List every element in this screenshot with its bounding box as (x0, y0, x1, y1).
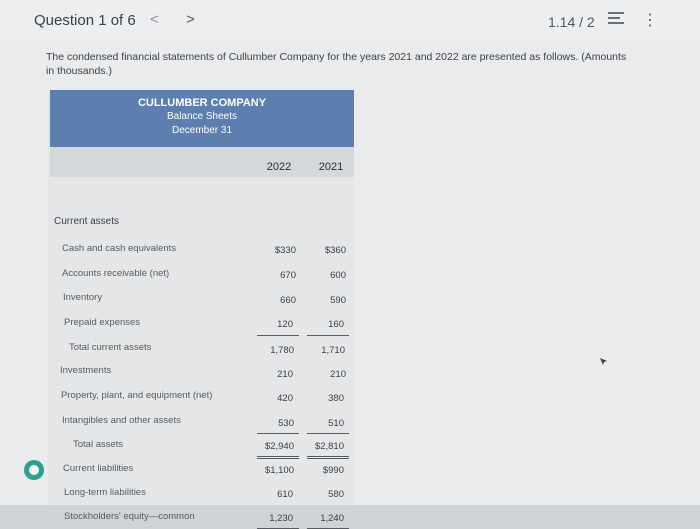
cell-2021: 510 (328, 418, 344, 429)
row-label: Intangibles and other assets (62, 415, 181, 426)
subtotal-rule (257, 433, 299, 434)
cell-2021: 210 (330, 369, 346, 380)
column-header-2022: 2022 (266, 161, 292, 173)
row-label: Total assets (73, 439, 124, 450)
total-double-rule (257, 458, 299, 459)
subtotal-rule (257, 335, 299, 336)
row-label: Accounts receivable (net) (62, 268, 170, 279)
subtotal-rule (307, 335, 349, 336)
row-label: Inventory (63, 292, 103, 303)
statement-date: December 31 (171, 125, 233, 136)
row-label: Property, plant, and equipment (net) (61, 390, 213, 401)
column-header-2021: 2021 (318, 161, 344, 173)
cell-2021: 600 (330, 270, 346, 281)
cell-2022: 660 (280, 295, 296, 306)
row-label: Current liabilities (63, 463, 134, 474)
score-display: 1.14 / 2 (548, 14, 595, 30)
column-header-row (50, 147, 354, 177)
previous-question-button[interactable]: < (150, 11, 159, 28)
mouse-cursor-icon (600, 358, 608, 366)
cell-2021: 1,710 (321, 345, 345, 356)
cell-2022: 610 (277, 489, 293, 500)
next-question-button[interactable]: > (186, 11, 195, 28)
row-label: Long-term liabilities (64, 487, 146, 498)
cell-2021: 590 (330, 295, 346, 306)
list-icon[interactable] (608, 12, 624, 28)
total-double-rule (257, 456, 299, 457)
statement-title: Balance Sheets (166, 111, 238, 122)
row-label: Stockholders' equity—common (64, 511, 195, 522)
cell-2021: $360 (324, 245, 346, 256)
cell-2022: $2,940 (264, 441, 294, 452)
cell-2022: $330 (274, 245, 296, 256)
cell-2021: $990 (322, 465, 344, 476)
row-label: Prepaid expenses (64, 317, 141, 328)
balance-sheet-table (48, 90, 354, 524)
row-label: Cash and cash equivalents (62, 243, 177, 254)
more-options-icon[interactable]: ⋮ (642, 12, 658, 29)
total-double-rule (307, 458, 349, 459)
cell-2021: $2,810 (314, 441, 344, 452)
cell-2022: 210 (277, 369, 293, 380)
company-name: CULLUMBER COMPANY (137, 97, 267, 109)
cell-2021: 1,240 (320, 513, 344, 524)
section-label-current-assets: Current assets (54, 216, 120, 227)
cell-2021: 380 (328, 393, 344, 404)
question-toolbar (0, 0, 700, 40)
cell-2021: 160 (328, 319, 344, 330)
row-label: Total current assets (69, 342, 152, 353)
cell-2022: 120 (277, 319, 293, 330)
cell-2022: 530 (278, 418, 294, 429)
subtotal-rule (307, 433, 349, 434)
question-intro-text: The condensed financial statements of Cullumber Company for the years 2021 and 2022 are presented as follows. (Amounts in thousands.) (46, 51, 627, 77)
question-content (0, 40, 700, 524)
accessibility-icon[interactable] (24, 460, 44, 480)
row-label: Investments (60, 365, 112, 376)
total-double-rule (307, 456, 349, 457)
question-label: Question 1 of 6 (34, 12, 136, 29)
cell-2022: 1,230 (269, 513, 293, 524)
cell-2022: 420 (277, 393, 293, 404)
cell-2021: 580 (328, 489, 344, 500)
balance-sheet-header (50, 90, 354, 147)
cell-2022: $1,100 (264, 465, 294, 476)
cell-2022: 1,780 (270, 345, 294, 356)
cell-2022: 670 (280, 270, 296, 281)
